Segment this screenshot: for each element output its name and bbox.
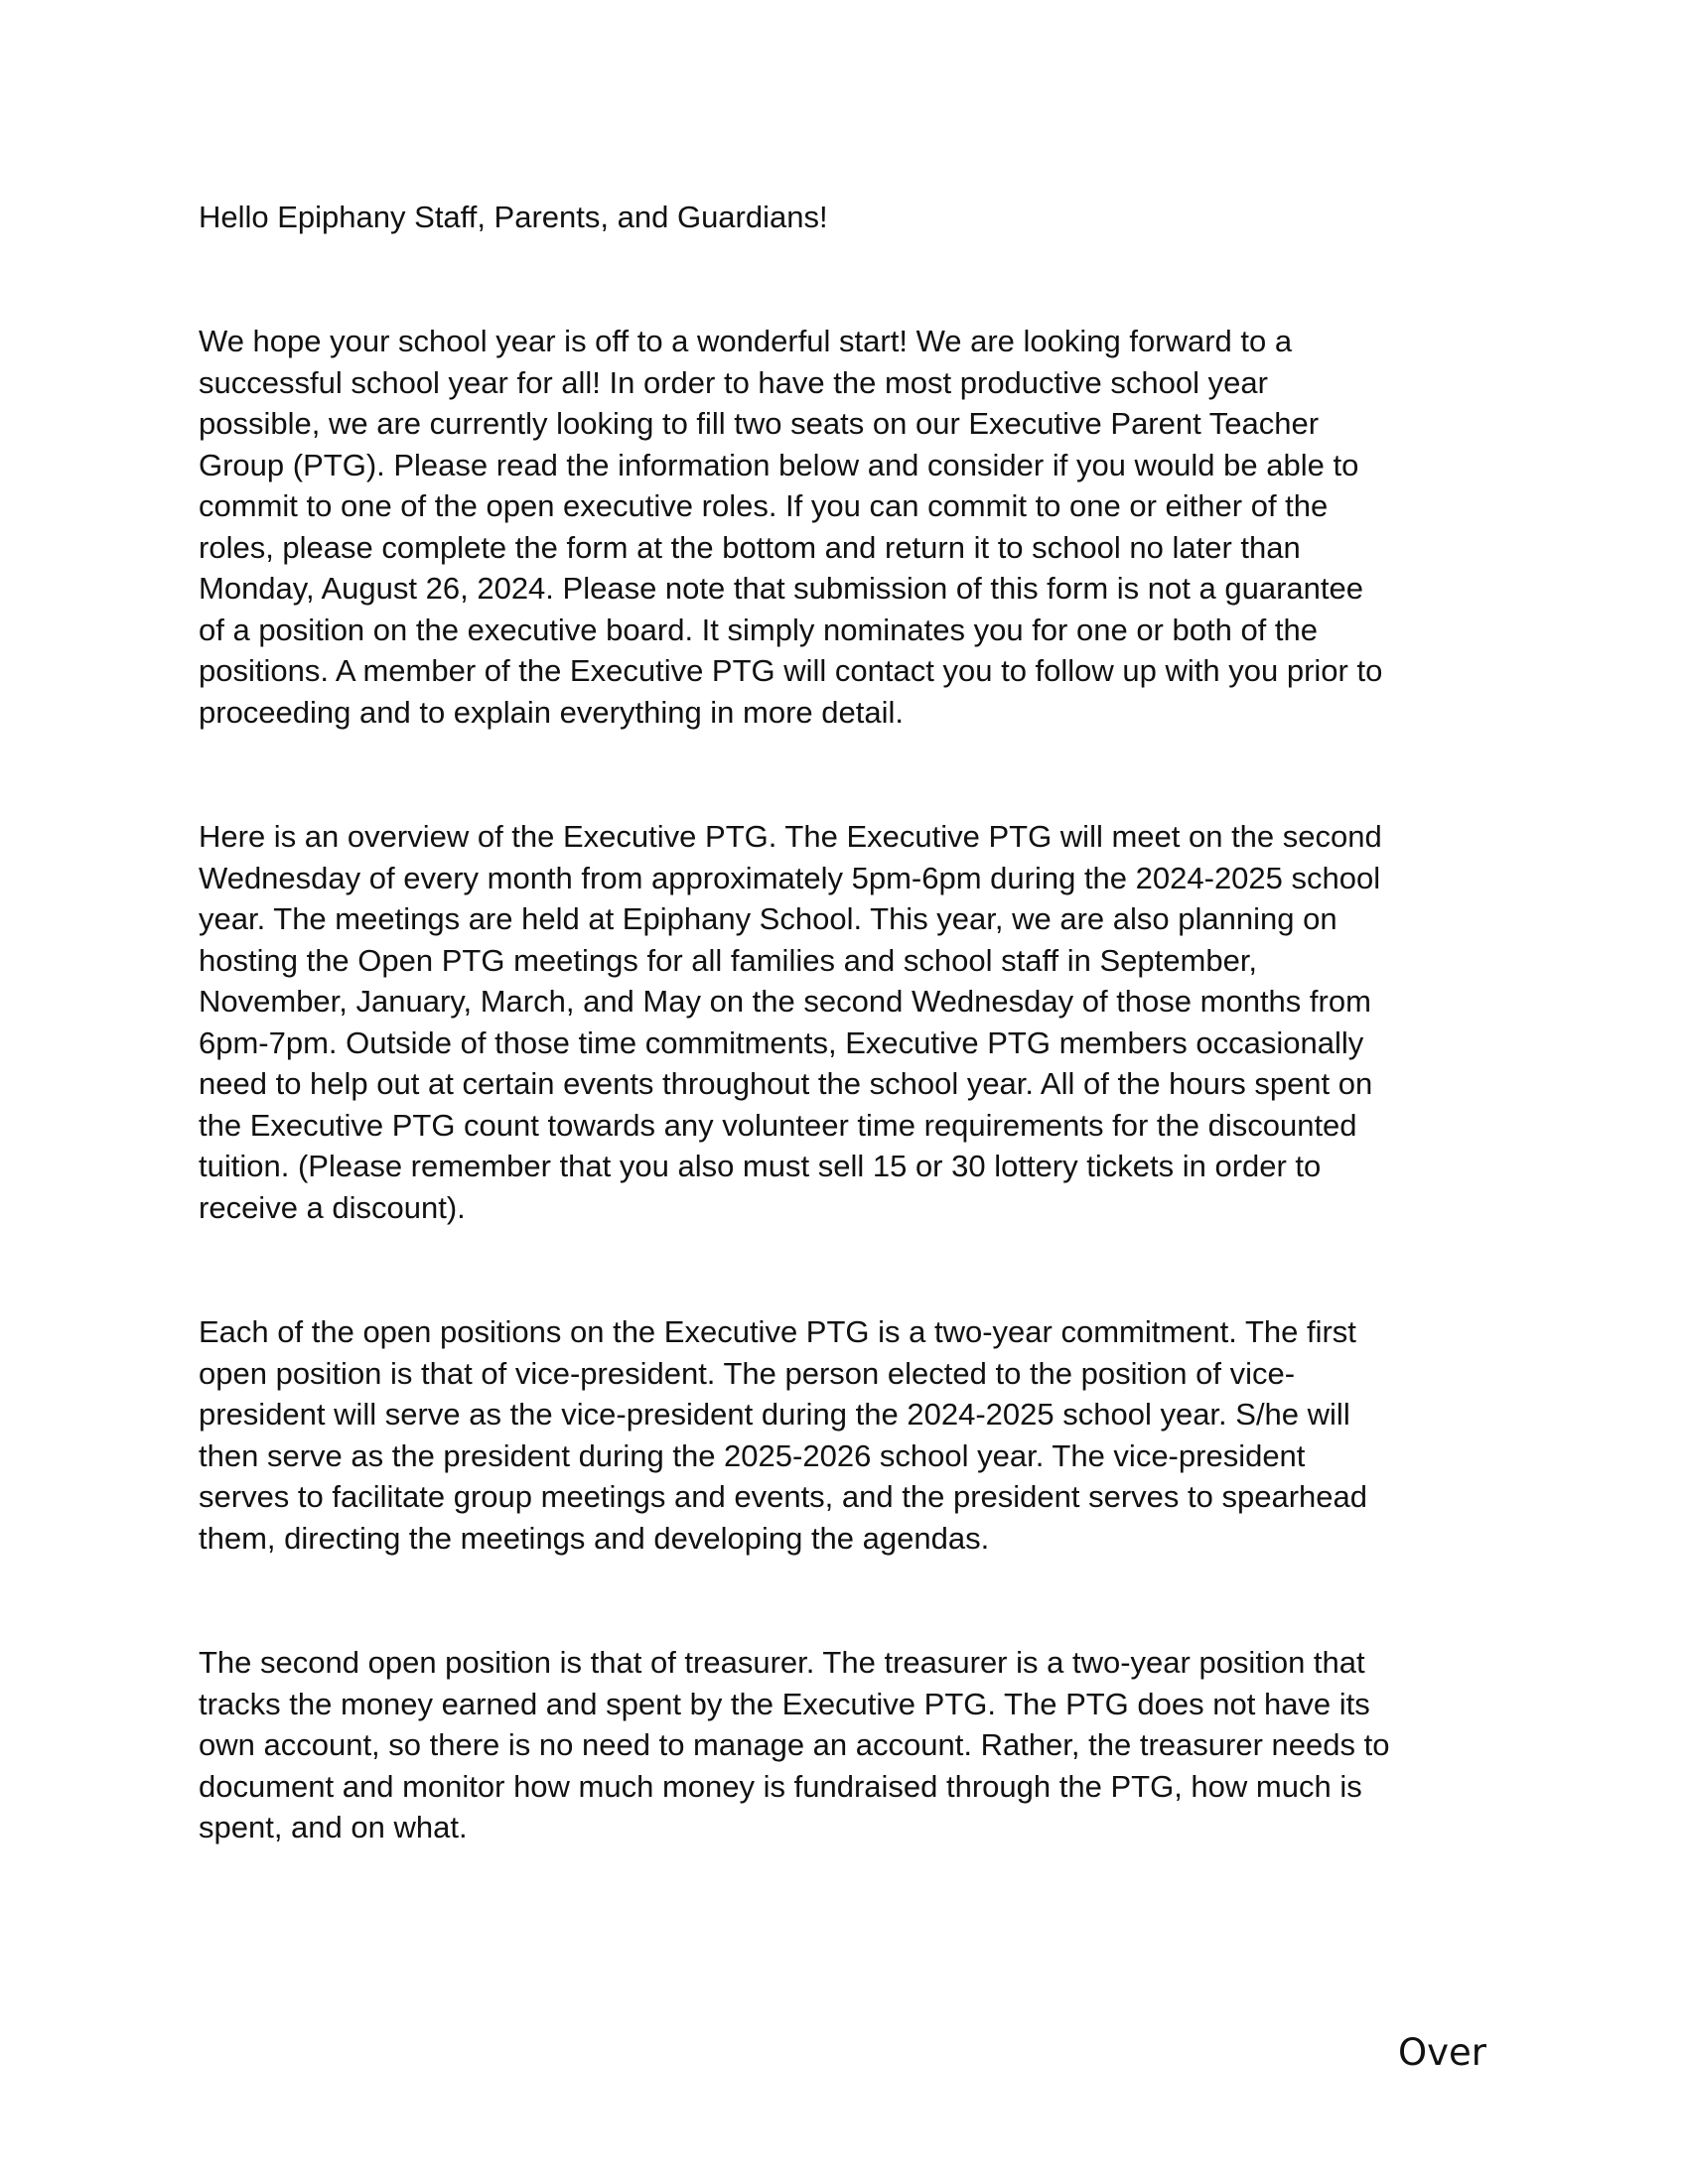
paragraph-overview: Here is an overview of the Executive PTG. The Executive PTG will meet on the second Wednesday of every month from approximately 5pm-6pm during the 2024-2025 school year. The meetings are held at Epiphany School. This year, we are also planning on hosting the Open PTG meetings for all families and school staff in September, November, January, March, and May on the second Wednesday of those months from 6pm-7pm. Outside of those time commitments, Executive PTG members occasionally need to help out at certain events throughout the school year. All of the hours spent on the Executive PTG count towards any volunteer time requirements for the discounted tuition. (Please remember that you also must sell 15 or 30 lottery tickets in order to receive a discount). xyxy=(199,819,1382,1225)
paragraph-treasurer: The second open position is that of treasurer. The treasurer is a two-year position that tracks the money earned and spent by the Executive PTG. The PTG does not have its own account, so there is no need to manage an account. Rather, the treasurer needs to document and monitor how much money is fundraised through the PTG, how much is spent, and on what. xyxy=(199,1645,1390,1844)
paragraph-vice-president: Each of the open positions on the Executive PTG is a two-year commitment. The first open position is that of vice-president. The person elected to the position of vice- president will serve as the vice-president during the 2024-2025 school year. S/he will then serve as the president during the 2025-2026 school year. The vice-president serves to facilitate group meetings and events, and the president serves to spearhead them, directing the meetings and developing the agendas. xyxy=(199,1314,1367,1556)
paragraph-intro: We hope your school year is off to a wonderful start! We are looking forward to a successful school year for all! In order to have the most productive school year possible, we are currently looking to fill two seats on our Executive Parent Teacher Group (PTG). Please read the information below and consider if you would be able to commit to one of the open executive roles. If you can commit to one or either of the roles, please complete the form at the bottom and return it to school no later than Monday, August 26, 2024. Please note that submission of this form is not a guarantee of a position on the executive board. It simply nominates you for one or both of the positions. A member of the Executive PTG will contact you to follow up with you prior to proceeding and to explain everything in more detail. xyxy=(199,324,1383,730)
page-turn-note: Over xyxy=(1398,2031,1486,2074)
greeting: Hello Epiphany Staff, Parents, and Guardians! xyxy=(199,200,828,234)
